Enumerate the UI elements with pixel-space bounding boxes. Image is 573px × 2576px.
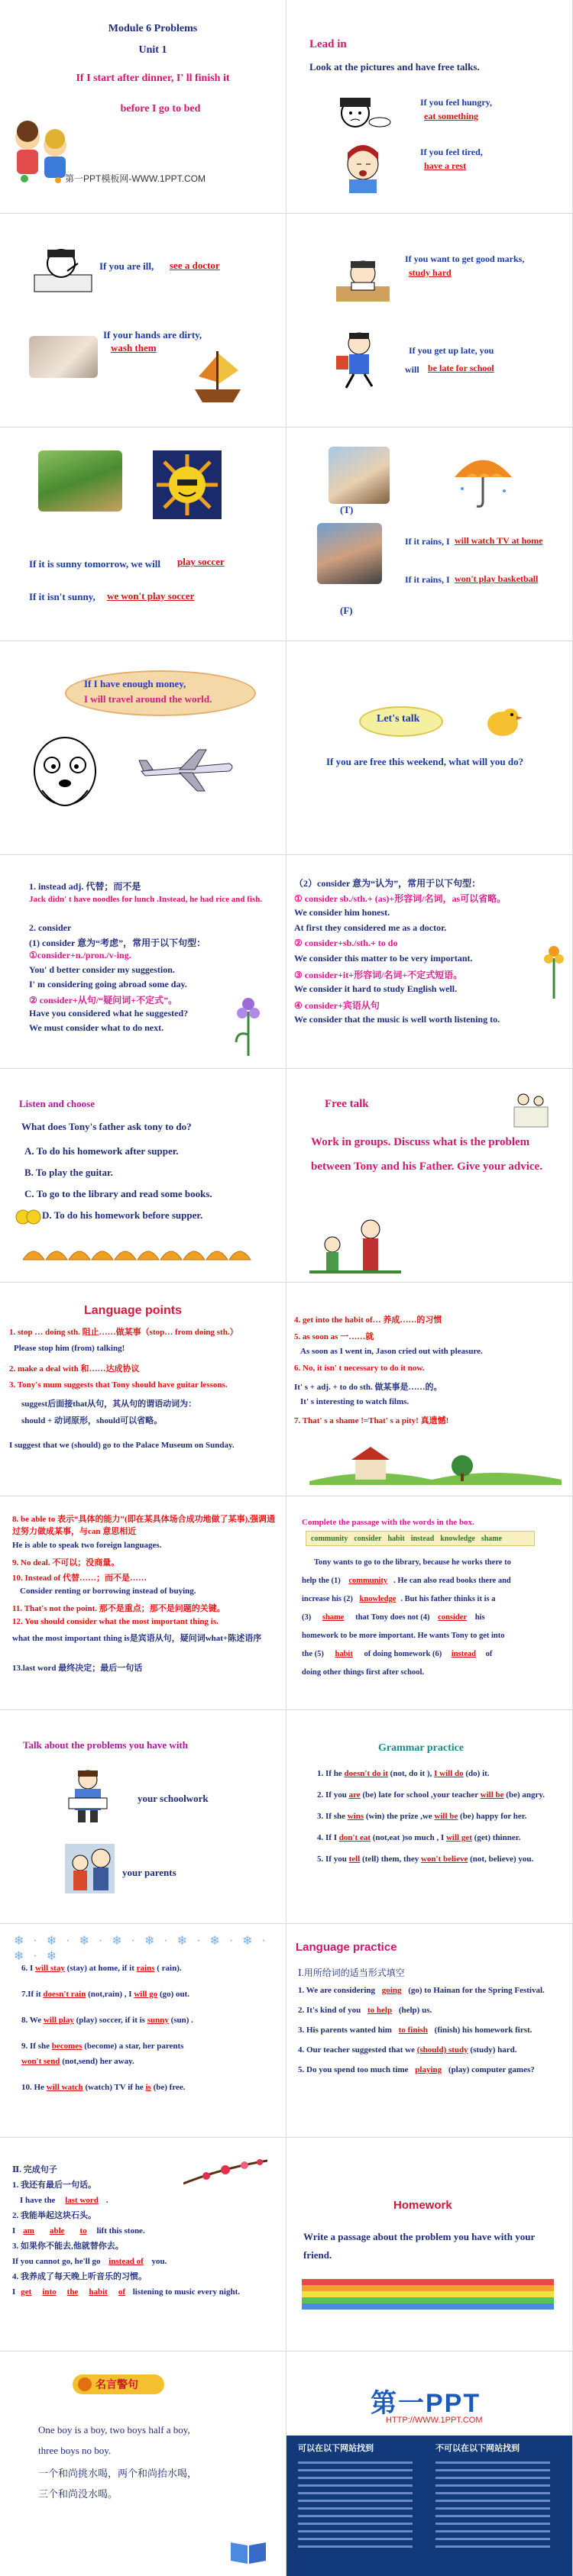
fill-6a[interactable]: will stay [35, 1964, 65, 1973]
consider-meaning-slide [286, 855, 573, 1068]
umbrella-icon [451, 447, 516, 512]
row-4 [0, 641, 573, 855]
rain-slide [286, 428, 573, 641]
answer-4b[interactable]: will get [445, 1833, 472, 1842]
hungry-boy-icon [332, 92, 393, 137]
proverb-en-2: three boys no boy. [38, 2445, 112, 2456]
listen-question: What does Tony's father ask tony to do? [21, 1121, 192, 1132]
ill-dirty-slide [0, 214, 286, 427]
cs-item-4-answer: I get into the habit of listening to music every night. [12, 2287, 240, 2297]
airplane-icon [138, 748, 237, 794]
title-slide [0, 0, 286, 213]
consider-example-2: I' m considering going abroad some day. [29, 979, 187, 989]
passage-line-4: (3) shame that Tony does not (4) consider his [302, 1613, 485, 1622]
q-not-sunny: If it isn't sunny, [29, 591, 96, 602]
lp-item-11: 11. That's not the point. 那不是重点；那不是问题的关键。 [12, 1604, 225, 1613]
tired-girl-icon [332, 141, 393, 195]
lp-item-3-example: I suggest that we (should) go to the Palace Museum on Sunday. [9, 1441, 235, 1450]
option-b[interactable]: B. To play the guitar. [24, 1167, 113, 1178]
blank-1[interactable]: community [348, 1577, 388, 1585]
grammar-practice-slide [286, 1710, 573, 1923]
a-rain-1: will watch TV at home [455, 535, 543, 546]
row-2 [0, 214, 573, 428]
q-late-will: will [405, 364, 419, 375]
weekend-question: If you are free this weekend, what will you do? [326, 756, 524, 767]
talk-problems-slide [0, 1710, 286, 1923]
consider-example-4: We must consider what to do next. [29, 1022, 164, 1033]
q-dirty: If your hands are dirty, [103, 329, 202, 341]
answer-3a[interactable]: wins [347, 1812, 364, 1821]
grammar-title: Grammar practice [378, 1742, 465, 1754]
cs-a4-1[interactable]: get [21, 2287, 32, 2297]
cs-a3[interactable]: instead of [108, 2257, 144, 2266]
cs-a2-2[interactable]: able [49, 2226, 65, 2235]
a-ill: see a doctor [170, 260, 220, 271]
row-7 [0, 1283, 573, 1496]
word-instead: instead [410, 1534, 435, 1543]
lp-item-6: 6. No, it isn' t necessary to do it now. [294, 1364, 425, 1373]
fill-list [21, 1961, 274, 2095]
proverb-cn-1: 一个和尚挑水喝，两个和尚抬水喝， [38, 2468, 198, 2479]
lp-item-12-note: what the most important thing is是宾语从句，疑问词what+陈述语序 [12, 1634, 262, 1643]
row-3 [0, 428, 573, 641]
grammar-item-1: 1. If he doesn't do it (not, do it ), I will do (do) it. [317, 1769, 490, 1778]
lang-practice-subtitle: Ⅰ.用所给词的适当形式填空 [298, 1968, 405, 1978]
cs-a4-3[interactable]: the [66, 2287, 79, 2297]
lp-item-12: 12. You should consider what the most important thing is. [12, 1617, 219, 1626]
bubble-line-1: If I have enough money, [84, 678, 186, 689]
snowflake-border: ❄ · ❄ · ❄ · ❄ · ❄ · ❄ · ❄ · ❄ · ❄ · ❄ [14, 1935, 269, 1963]
consider-pattern-2: ② consider+从句/“疑问词+不定式”。 [29, 995, 178, 1006]
passage-line-3: increase his (2) knowledge . But his father thinks it is a [302, 1595, 496, 1603]
lp-item-10: 10. Instead of 代替……；而不是…… [12, 1574, 147, 1583]
lp-item-9: 9. No deal. 不可以；没商量。 [12, 1558, 120, 1567]
consider2-pattern-4: ④ consider+宾语从句 [294, 1000, 380, 1011]
lp-item-13: 13.last word 最终决定；最后一句话 [12, 1664, 143, 1673]
answer-1a[interactable]: doesn't do it [344, 1769, 388, 1778]
fill-7b[interactable]: will go [134, 1990, 158, 1999]
lets-talk-label: Let's talk [377, 713, 420, 725]
consider2-example-2: At first they considered me as a doctor. [294, 922, 447, 933]
book-icon [229, 2535, 267, 2565]
fill-8b[interactable]: sunny [147, 2016, 169, 2025]
consider-pattern-1: ①consider+n./pron./v-ing. [29, 950, 131, 960]
blank-3[interactable]: shame [322, 1613, 345, 1622]
complete-sentences [12, 2162, 272, 2300]
cs-a2-3[interactable]: to [79, 2226, 87, 2235]
lp-item-1: 1. stop … doing sth. 阻止……做某事（stop… from doing sth.） [9, 1328, 238, 1337]
blank-6[interactable]: instead [451, 1650, 476, 1658]
grammar-item-5: 5. If you tell (tell) them, they won't believe (not, believe) you. [317, 1855, 534, 1864]
lp-item-2: 2. make a deal with 和……达成协议 [9, 1364, 140, 1374]
talk-problems-title: Talk about the problems you have with [23, 1739, 188, 1751]
homework-slide [286, 2138, 573, 2351]
cs-a4-4[interactable]: habit [89, 2287, 108, 2297]
row-5 [0, 855, 573, 1069]
a-dirty: wash them [111, 342, 157, 353]
row-9 [0, 1710, 573, 1924]
lp-q4: 4. Our teacher suggested that we (should) study (study) hard. [298, 2045, 517, 2055]
lp-item-10-example: Consider renting or borrowing instead of buying. [20, 1587, 196, 1596]
lp-a3[interactable]: to finish [398, 2026, 428, 2035]
house-landscape-icon [309, 1443, 562, 1485]
cs-item-1-answer: I have the last word . [20, 2196, 108, 2205]
word-habit: habit [387, 1534, 405, 1543]
a-tired: have a rest [424, 160, 467, 171]
fill-8a[interactable]: will play [43, 2016, 74, 2025]
q-sunny: If it is sunny tomorrow, we will [29, 558, 161, 570]
lp-item-3: 3. Tony's mum suggests that Tony should have guitar lessons. [9, 1380, 228, 1390]
consider-heading: 2. consider [29, 922, 72, 933]
a-not-sunny: we won't play soccer [107, 590, 195, 602]
consider2-example-5: We consider that the music is well worth listening to. [294, 1014, 500, 1025]
complete-title: Complete the passage with the words in the box. [302, 1518, 474, 1527]
cs-item-2-answer: I am able to lift this stone. [12, 2226, 145, 2235]
problem-parents: your parents [122, 1867, 176, 1878]
lp-title: Language points [84, 1304, 182, 1317]
row-10 [0, 1924, 573, 2138]
word-knowledge: knowledge [440, 1534, 475, 1543]
smiley-icon [15, 1206, 41, 1228]
studying-boy-icon [332, 252, 393, 305]
lp-item-8-example: He is able to speak two foreign languages. [12, 1541, 162, 1550]
word-shame: shame [481, 1534, 503, 1543]
lp-item-6-example: It' s interesting to watch films. [300, 1397, 410, 1406]
answer-2a[interactable]: are [348, 1790, 361, 1800]
listen-title: Listen and choose [19, 1098, 95, 1109]
fill-in-slide [0, 1924, 286, 2137]
word-consider: consider [354, 1534, 382, 1543]
cs-a4-5[interactable]: of [118, 2287, 125, 2297]
passage-line-7: doing other things first after school. [302, 1668, 425, 1677]
homework-title: Homework [393, 2199, 452, 2212]
lets-talk-slide [286, 641, 573, 854]
fill-10b[interactable]: is [145, 2083, 151, 2092]
parent-child-icon [61, 1840, 118, 1897]
cs-item-4: 4. 我养成了每天晚上听音乐的习惯。 [12, 2272, 147, 2281]
grammar-item-4: 4. If I don't eat (not,eat )so much , I will get (get) thinner. [317, 1833, 521, 1842]
lead-in-slide [286, 0, 573, 213]
cs-a4-2[interactable]: into [42, 2287, 57, 2297]
talking-bird-icon [481, 701, 523, 739]
father-son-icon [309, 1214, 401, 1275]
basketball-photo [317, 523, 382, 584]
instead-consider-slide [0, 855, 286, 1068]
consider2-example-4: We consider it hard to study English well. [294, 983, 458, 994]
proverb-title: 名言警句 [96, 2380, 138, 2391]
cs-item-2: 2. 我能举起这块石头。 [12, 2211, 96, 2220]
label-true: (T) [340, 504, 354, 515]
answer-4a[interactable]: don't eat [338, 1833, 371, 1842]
consider-meaning-1: (1) consider 意为“考虑”，常用于以下句型： [29, 938, 206, 948]
grammar-item-2: 2. If you are (be) late for school ,your teacher will be (be) angry. [317, 1790, 545, 1800]
language-points-1-slide [0, 1283, 286, 1496]
fill-item-6: 6. I will stay (stay) at home, if it rains ( rain). [21, 1964, 182, 1973]
cs-a2-1[interactable]: am [23, 2226, 34, 2235]
consider2-example-3: We consider this matter to be very important. [294, 953, 473, 964]
lp-a1[interactable]: going [381, 1986, 402, 1995]
row-6 [0, 1069, 573, 1283]
weather-soccer-slide [0, 428, 286, 641]
homework-body: Write a passage about the problem you have with your friend. [303, 2231, 535, 2261]
cs-item-3-answer: If you cannot go, he'll go instead of you. [12, 2257, 167, 2266]
lp-q1: 1. We are considering going (go) to Hainan for the Spring Festival. [298, 1986, 545, 1995]
free-talk-title: Free talk [325, 1098, 369, 1110]
cs-item-3: 3. 如果你不能去,他就替你去。 [12, 2242, 124, 2251]
lead-in-subtitle: Look at the pictures and have free talks. [309, 61, 480, 73]
travel-slide [0, 641, 286, 854]
proverb-en-1: One boy is a boy, two boys half a boy, [38, 2424, 190, 2436]
q-rain-1: If it rains, I [405, 536, 450, 547]
unit-title: Unit 1 [138, 44, 167, 56]
row-8 [0, 1496, 573, 1710]
old-man-icon [23, 725, 107, 832]
lang-practice-list [298, 1984, 562, 2077]
lp-a4[interactable]: (should) study [416, 2045, 468, 2055]
word-box [306, 1531, 535, 1546]
consider-example-3: Have you considered what he suggested? [29, 1008, 189, 1018]
a-late: be late for school [428, 363, 494, 373]
lp-a2[interactable]: to help [367, 2006, 393, 2015]
lesson-title-2: before I go to bed [120, 103, 201, 115]
lp-item-6-pattern: It' s + adj. + to do sth. 做某事是……的。 [294, 1383, 442, 1392]
family-icon [508, 1084, 554, 1130]
instead-heading: 1. instead adj. 代替；而不是 [29, 881, 141, 892]
a-rain-2: won't play basketball [455, 573, 539, 584]
fill-7a[interactable]: doesn't rain [43, 1990, 86, 1999]
option-a[interactable]: A. To do his homework after supper. [24, 1145, 179, 1157]
language-points-2-slide [286, 1283, 573, 1496]
language-points-3-slide [0, 1496, 286, 1709]
flower-icon [233, 989, 264, 1057]
cs-item-1: 1. 我还有最后一句话。 [12, 2181, 96, 2190]
consider-example-1: You' d better consider my suggestion. [29, 964, 175, 975]
blank-2[interactable]: knowledge [359, 1595, 397, 1603]
student-reading-icon [61, 1767, 115, 1825]
marks-late-slide [286, 214, 573, 427]
fill-item-8: 8. We will play (play) soccer, if it is sunny (sun) . [21, 2016, 193, 2025]
lp-item-4: 4. get into the habit of… 养成……的习惯 [294, 1315, 442, 1325]
lp-q5: 5. Do you spend too much time playing (play) computer games? [298, 2065, 535, 2074]
ppt-col-2-title: 不可以在以下网站找到 [435, 2444, 520, 2453]
q-tired: If you feel tired, [420, 147, 483, 157]
row-12 [0, 2352, 573, 2576]
a-sunny: play soccer [177, 556, 225, 567]
fill-item-7: 7.If it doesn't rain (not,rain) , I will go (go) out. [21, 1990, 190, 1999]
a-marks: study hard [409, 267, 452, 278]
lang-practice-title: Language practice [296, 1941, 397, 1954]
fill-item-10: 10. He will watch (watch) TV if he is (be) free. [21, 2083, 186, 2092]
answer-2b[interactable]: will be [480, 1790, 504, 1800]
blank-5[interactable]: habit [335, 1650, 353, 1658]
answer-1b[interactable]: I will do [434, 1769, 464, 1778]
cs-a1[interactable]: last word [65, 2196, 99, 2205]
hands-photo [29, 336, 98, 378]
sun-icon [153, 450, 222, 519]
lp-item-7: 7. That' s a shame !=That' s a pity! 真遗憾! [294, 1416, 449, 1425]
consider2-pattern-1: ① consider sb./sth.+ (as)+形容词/名词，as可以省略。 [294, 893, 507, 904]
passage-line-5: homework to be more important. He wants Tony to get into [302, 1632, 505, 1640]
consider2-pattern-3: ③ consider+it+形容词/名词+不定式短语。 [294, 970, 463, 980]
ppt-logo: 第一PPT [371, 2389, 481, 2418]
consider2-example-1: We consider him honest. [294, 907, 390, 918]
answer-5b[interactable]: won't believe [420, 1855, 468, 1864]
ppt-ad-slide [286, 2352, 573, 2576]
lp-item-5: 5. as soon as 一……就 [294, 1332, 374, 1341]
answer-5a[interactable]: tell [348, 1855, 361, 1864]
row-11 [0, 2138, 573, 2352]
problem-schoolwork: your schoolwork [138, 1793, 209, 1804]
language-practice-slide [286, 1924, 573, 2137]
lp-item-3-note-2: should + 动词原形，should可以省略。 [21, 1416, 163, 1425]
lp-q3: 3. His parents wanted him to finish (finish) his homework first. [298, 2026, 533, 2035]
sick-boy-icon [31, 240, 96, 294]
lp-item-3-note-1: suggest后面接that从句，其从句的谓语动词为： [21, 1399, 197, 1409]
passage [302, 1554, 558, 1682]
q-marks: If you want to get good marks, [405, 253, 525, 264]
answer-3b[interactable]: will be [434, 1812, 458, 1821]
module-title: Module 6 Problems [108, 23, 198, 34]
lp-item-1-example: Please stop him (from) talking! [14, 1344, 125, 1353]
fill-9b[interactable]: won't send [21, 2057, 60, 2066]
listen-choose-slide [0, 1069, 286, 1282]
template-footer: 第一PPT模板网-WWW.1PPT.COM [65, 173, 206, 184]
lesson-title-1: If I start after dinner, I' ll finish it [76, 73, 230, 84]
fill-10a[interactable]: will watch [46, 2083, 83, 2092]
tv-photo [329, 447, 390, 504]
lp-a5[interactable]: playing [415, 2065, 442, 2074]
fill-item-9: 9. If she becomes (become) a star, her parents won't send (not,send) her away. [21, 2042, 184, 2066]
grammar-item-3: 3. If she wins (win) the prize ,we will be (be) happy for her. [317, 1812, 527, 1821]
lp-q2: 2. It's kind of you to help (help) us. [298, 2006, 432, 2015]
lead-in-title: Lead in [309, 38, 347, 50]
ppt-col-1-title: 可以在以下网站找到 [298, 2444, 374, 2453]
proverb-cn-2: 三个和尚没水喝。 [38, 2488, 118, 2500]
decorative-border [23, 1243, 267, 1261]
grammar-list [317, 1765, 562, 1867]
ppt-url[interactable]: HTTP://WWW.1PPT.COM [386, 2416, 483, 2425]
free-talk-body: Work in groups. Discuss what is the problem between Tony and his Father. Give your advice. [311, 1136, 542, 1173]
option-c[interactable]: C. To go to the library and read some books. [24, 1188, 212, 1199]
lp-item-8: 8. be able to 表示“具体的能力”(即在某具体场合成功地做了某事),强调通过努力做成某事，与can 意思相近 [12, 1515, 276, 1536]
flower-icon [539, 939, 569, 1000]
passage-line-1: Tony wants to go to the library, because he works there to [314, 1558, 511, 1567]
ppt-link-lines [298, 2458, 562, 2565]
free-talk-slide [286, 1069, 573, 1282]
running-late-boy-icon [325, 328, 386, 389]
word-community: community [311, 1534, 348, 1543]
complete-sentences-slide [0, 2138, 286, 2351]
a-hungry: eat something [424, 111, 478, 121]
pirate-ship-icon [191, 347, 244, 408]
fill-6b[interactable]: rains [136, 1964, 155, 1973]
label-false: (F) [340, 605, 353, 616]
q-rain-2: If it rains, I [405, 574, 450, 585]
q-hungry: If you feel hungry, [420, 97, 493, 108]
fill-9a[interactable]: becomes [51, 2042, 83, 2051]
complete-passage-slide [286, 1496, 573, 1709]
rainbow-border [302, 2279, 554, 2313]
blank-4[interactable]: consider [438, 1613, 468, 1622]
passage-line-6: the (5) habit of doing homework (6) instead of [302, 1650, 493, 1658]
bubble-line-2: I will travel around the world. [84, 693, 212, 705]
cs-heading: Ⅱ. 完成句子 [12, 2165, 57, 2174]
q-ill: If you are ill, [99, 260, 154, 272]
children-illustration [11, 115, 72, 183]
q-late: If you get up late, you [409, 345, 494, 356]
consider2-heading: （2）consider 意为“认为”，常用于以下句型： [294, 878, 481, 889]
soccer-photo [38, 450, 122, 512]
consider2-pattern-2: ② consider+sb./sth.+ to do [294, 938, 398, 948]
passage-line-2: help the (1) community . He can also read books there and [302, 1577, 511, 1585]
option-d[interactable]: D. To do his homework before supper. [42, 1209, 203, 1221]
row-1 [0, 0, 573, 214]
lp-item-5-example: As soon as I went in, Jason cried out with pleasure. [300, 1347, 483, 1356]
instead-example: Jack didn' t have noodles for lunch .Instead, he had rice and fish. [29, 895, 263, 904]
proverb-slide [0, 2352, 286, 2576]
